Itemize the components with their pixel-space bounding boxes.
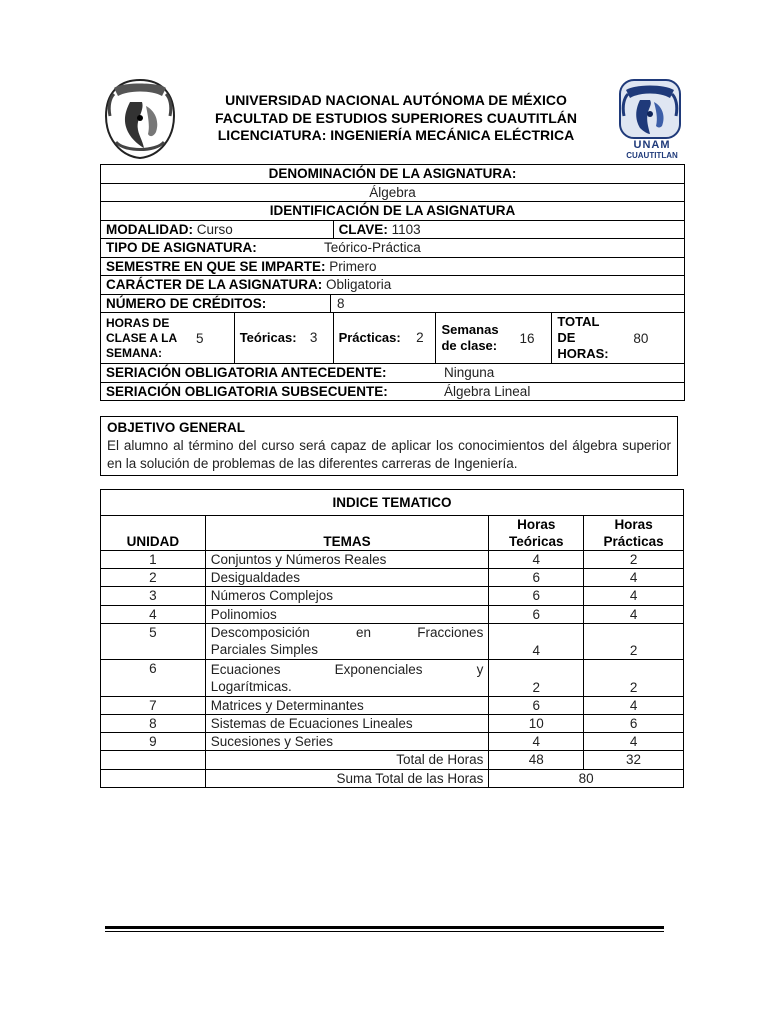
semanas-label xyxy=(441,322,519,354)
semanas-cell xyxy=(436,313,552,364)
col-unidad-header: UNIDAD xyxy=(101,516,206,551)
table-row xyxy=(101,294,685,313)
teoricas-cell: 2 xyxy=(489,659,584,696)
total-horas-value: 80 xyxy=(633,330,649,346)
footer-divider xyxy=(105,926,664,932)
teoricas-cell: 6 xyxy=(489,587,584,605)
tema-line: Logarítmicas. xyxy=(210,678,292,694)
col-temas-header: TEMAS xyxy=(205,516,489,551)
table-row xyxy=(101,220,685,239)
logo-text-unam: UNAM xyxy=(633,139,671,151)
col-teoricas-header xyxy=(489,516,584,551)
practicas-cell: 4 xyxy=(584,605,684,623)
objetivo-cell xyxy=(101,417,678,476)
practicas-cell: 4 xyxy=(584,696,684,714)
subsecuente-label: SERIACIÓN OBLIGATORIA SUBSECUENTE: xyxy=(106,383,388,399)
tema-cell: Sucesiones y Series xyxy=(205,733,489,751)
header-title xyxy=(190,92,602,145)
horas-semana-label-line: CLASE A LA xyxy=(106,330,178,345)
unidad-cell: 2 xyxy=(101,569,206,587)
table-row xyxy=(101,165,685,184)
total-row xyxy=(101,751,684,769)
practicas-value: 2 xyxy=(416,330,424,345)
tema-cell: Matrices y Determinantes xyxy=(205,696,489,714)
objetivo-title: OBJETIVO GENERAL xyxy=(107,420,246,435)
tema-cell: Desigualdades xyxy=(205,569,489,587)
caracter-label: CARÁCTER DE LA ASIGNATURA: xyxy=(106,277,323,293)
indice-title: INDICE TEMATICO xyxy=(101,490,684,516)
clave-value: 1103 xyxy=(391,221,421,237)
empty-cell xyxy=(101,751,206,769)
tipo-value: Teórico-Práctica xyxy=(324,240,421,256)
teoricas-cell: 6 xyxy=(489,569,584,587)
suma-total-value: 80 xyxy=(489,769,684,787)
unidad-cell: 7 xyxy=(101,696,206,714)
unidad-cell: 4 xyxy=(101,605,206,623)
total-practicas: 32 xyxy=(584,751,684,769)
subsecuente-cell xyxy=(101,382,685,401)
suma-total-label: Suma Total de las Horas xyxy=(205,769,489,787)
table-row xyxy=(101,202,685,221)
clave-label: CLAVE: xyxy=(338,221,388,237)
horas-semana-label xyxy=(106,316,196,361)
suma-row xyxy=(101,769,684,787)
practicas-cell: 2 xyxy=(584,551,684,569)
table-row xyxy=(101,313,685,364)
teoricas-cell: 6 xyxy=(489,605,584,623)
table-row xyxy=(101,587,684,605)
tema-cell: Números Complejos xyxy=(205,587,489,605)
unidad-cell: 1 xyxy=(101,551,206,569)
unidad-cell: 3 xyxy=(101,587,206,605)
teoricas-cell: 6 xyxy=(489,696,584,714)
semanas-label-line: de clase: xyxy=(441,338,498,353)
table-row xyxy=(101,183,685,202)
col-header-line: Teóricas xyxy=(508,534,564,549)
subsecuente-value: Álgebra Lineal xyxy=(444,383,531,399)
col-practicas-header xyxy=(584,516,684,551)
caracter-cell xyxy=(101,276,685,295)
unam-escudo-logo xyxy=(100,76,180,162)
practicas-cell: 4 xyxy=(584,733,684,751)
table-row xyxy=(101,276,685,295)
semestre-cell xyxy=(101,257,685,276)
semestre-label: SEMESTRE EN QUE SE IMPARTE: xyxy=(106,258,326,274)
modalidad-cell xyxy=(101,220,334,239)
tema-cell xyxy=(205,659,489,696)
teoricas-cell: 10 xyxy=(489,714,584,732)
objetivo-text: El alumno al término del curso será capaz de aplicar los conocimientos del álgebra superior en la solución de problemas de las diferentes carreras de Ingeniería. xyxy=(107,438,671,471)
practicas-cell: 2 xyxy=(584,623,684,659)
tema-line: Descomposición en Fracciones xyxy=(210,625,484,641)
table-row xyxy=(101,659,684,696)
creditos-value: 8 xyxy=(337,295,345,311)
tema-cell: Conjuntos y Números Reales xyxy=(205,551,489,569)
antecedente-label: SERIACIÓN OBLIGATORIA ANTECEDENTE: xyxy=(106,365,387,381)
tema-line: Ecuaciones Exponenciales y xyxy=(210,661,484,677)
table-row xyxy=(101,490,684,516)
unam-cuautitlan-logo xyxy=(610,76,690,162)
practicas-cell: 4 xyxy=(584,569,684,587)
unidad-cell: 9 xyxy=(101,733,206,751)
unidad-cell: 5 xyxy=(101,623,206,659)
total-horas-label-line: DE xyxy=(557,330,576,345)
total-teoricas: 48 xyxy=(489,751,584,769)
tema-line: Parciales Simples xyxy=(210,642,319,658)
semestre-value: Primero xyxy=(329,258,377,274)
table-row xyxy=(101,257,685,276)
identificacion-label: IDENTIFICACIÓN DE LA ASIGNATURA xyxy=(101,202,685,221)
teoricas-cell: 4 xyxy=(489,733,584,751)
practicas-cell xyxy=(333,313,436,364)
table-row xyxy=(101,569,684,587)
empty-cell xyxy=(101,769,206,787)
total-horas-label xyxy=(557,314,633,362)
semanas-value: 16 xyxy=(519,330,535,346)
practicas-cell: 4 xyxy=(584,587,684,605)
teoricas-label: Teóricas: xyxy=(239,330,297,345)
objetivo-general-box xyxy=(100,416,678,476)
total-horas-cell xyxy=(552,313,685,364)
header-university: UNIVERSIDAD NACIONAL AUTÓNOMA DE MÉXICO xyxy=(225,92,567,108)
teoricas-cell: 4 xyxy=(489,623,584,659)
modalidad-label: MODALIDAD: xyxy=(106,221,193,237)
creditos-label: NÚMERO DE CRÉDITOS: xyxy=(101,295,331,313)
logo-text-cuautitlan: CUAUTITLAN xyxy=(626,151,678,160)
horas-semana-label-line: HORAS DE xyxy=(106,315,170,330)
table-row xyxy=(101,516,684,551)
teoricas-value: 3 xyxy=(309,330,318,345)
indice-tematico-table xyxy=(100,489,684,788)
tema-cell: Polinomios xyxy=(205,605,489,623)
total-horas-label: Total de Horas xyxy=(205,751,489,769)
practicas-cell: 2 xyxy=(584,659,684,696)
total-horas-label-line: TOTAL xyxy=(557,314,600,329)
horas-semana-label-line: SEMANA: xyxy=(106,345,162,360)
table-row xyxy=(101,239,685,258)
teoricas-cell xyxy=(234,313,333,364)
table-row xyxy=(101,417,678,476)
table-row xyxy=(101,364,685,383)
unidad-cell: 6 xyxy=(101,659,206,696)
tema-cell xyxy=(205,623,489,659)
denominacion-value: Álgebra xyxy=(101,183,685,202)
practicas-label: Prácticas: xyxy=(338,330,401,345)
teoricas-cell: 4 xyxy=(489,551,584,569)
horas-semana-value: 5 xyxy=(196,330,204,346)
tipo-cell xyxy=(101,239,685,258)
table-row xyxy=(101,733,684,751)
table-row xyxy=(101,382,685,401)
table-row xyxy=(101,623,684,659)
semanas-label-line: Semanas xyxy=(441,322,499,337)
clave-cell xyxy=(333,220,684,239)
col-header-line: Horas xyxy=(614,517,653,532)
col-header-line: Horas xyxy=(517,517,556,532)
tipo-label: TIPO DE ASIGNATURA: xyxy=(106,240,257,256)
tema-cell: Sistemas de Ecuaciones Lineales xyxy=(205,714,489,732)
horas-semana-cell xyxy=(101,313,235,364)
unidad-cell: 8 xyxy=(101,714,206,732)
modalidad-value: Curso xyxy=(196,221,233,237)
caracter-value: Obligatoria xyxy=(326,277,392,293)
asignatura-info-table xyxy=(100,164,685,401)
header-faculty: FACULTAD DE ESTUDIOS SUPERIORES CUAUTITLÁN xyxy=(215,109,577,126)
table-row xyxy=(101,714,684,732)
header-degree: LICENCIATURA: INGENIERÍA MECÁNICA ELÉCTRICA xyxy=(217,127,575,143)
table-row xyxy=(101,551,684,569)
denominacion-label: DENOMINACIÓN DE LA ASIGNATURA: xyxy=(101,165,685,184)
creditos-cell xyxy=(101,294,685,313)
total-horas-label-line: HORAS: xyxy=(557,346,609,361)
antecedente-value: Ninguna xyxy=(444,365,495,381)
table-row xyxy=(101,605,684,623)
table-row xyxy=(101,696,684,714)
col-header-line: Prácticas xyxy=(603,534,664,549)
antecedente-cell xyxy=(101,364,685,383)
practicas-cell: 6 xyxy=(584,714,684,732)
